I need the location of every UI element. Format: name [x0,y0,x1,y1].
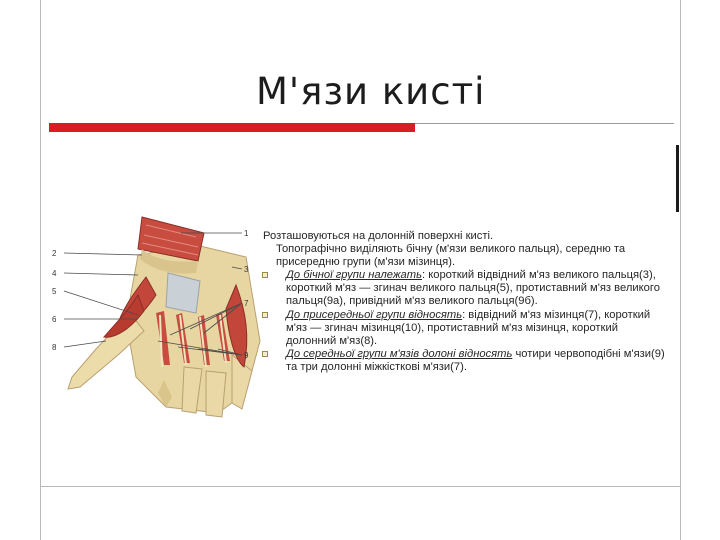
middle-group-text: чотири червоподібні м'язи(9) та три долонні міжкісткові м'язи(7). [286,347,665,373]
bullet-square-icon [262,351,268,357]
callout-8: 8 [52,343,57,352]
hand-drawing [68,217,260,417]
lateral-group-item [258,269,668,308]
callout-1: 1 [244,229,249,238]
slide-frame-bottom [40,486,681,487]
bullet-square-icon [262,312,268,318]
callout-9: 9 [244,351,249,360]
lateral-group-heading: До бічної групи належать [286,269,422,282]
hand-muscles-illustration [46,145,271,483]
title-accent-bar [49,123,415,132]
medial-group-item [258,309,668,348]
medial-group-heading: До присередньої групи відносять [286,308,463,321]
bullet-square-icon [262,272,268,278]
slide-title: М'язи кисті [256,70,486,113]
intro-continuation: Топографічно виділяють бічну (м'язи великого пальця), середню та присередню групи (м'язи мізинця). [276,243,626,269]
slide-text-block [258,230,668,374]
callout-4: 4 [52,269,57,278]
middle-group-item [258,348,668,374]
medial-group-text: : відвідний м'яз мізинця(7), короткий м'яз — згинач мізинця(10), протиставний м'яз мізинця, короткий долонний м'яз(8). [286,308,651,347]
middle-group-heading: До середньої групи м'язів долоні відносять [286,347,513,360]
slide-frame-right [680,0,681,540]
callout-7: 7 [244,299,249,308]
intro-line: Розташовуються на долонній поверхні кисті. [263,230,494,242]
slide-frame-left [40,0,41,540]
lateral-group-text: : короткий відвідний м'яз великого пальця(3), короткий м'яз — згинач великого пальця(5), протиставний м'яз великого пальця(9а), привідний м'яз великого пальця(9б). [286,269,660,308]
title-rule-line [415,123,674,124]
callout-5: 5 [52,287,57,296]
callout-3: 3 [244,265,249,274]
callout-2: 2 [52,249,57,258]
image-edge-bar [676,145,679,212]
callout-6: 6 [52,315,57,324]
